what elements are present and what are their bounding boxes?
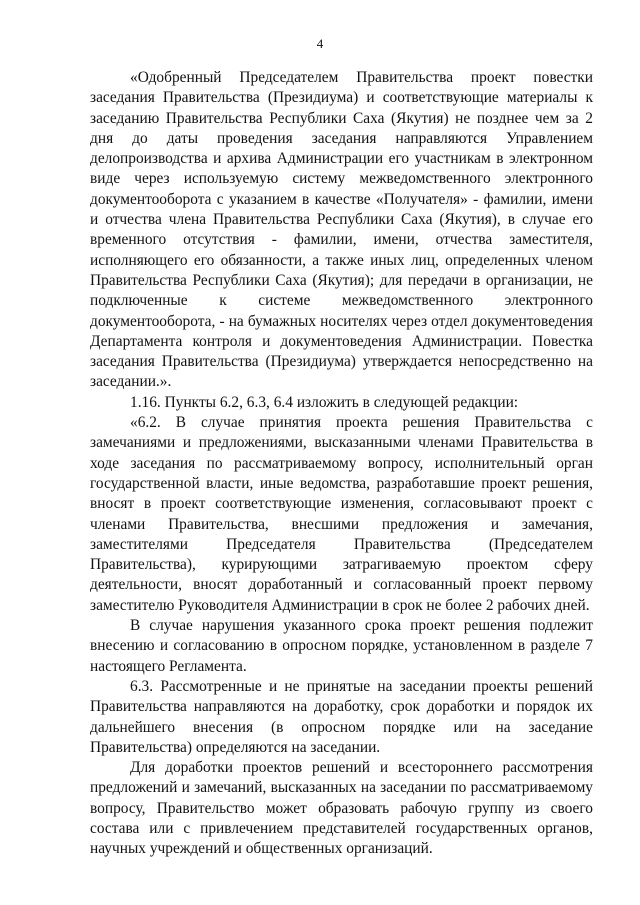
paragraph-deadline-violation: В случае нарушения указанного срока проект решения подлежит внесению и согласованию в опросном порядке, установленном в разделе 7 настоящего Регламента. — [90, 617, 593, 675]
paragraph-item-6-2: «6.2. В случае принятия проекта решения Правительства с замечаниями и предложениями, высказанными членами Правительства в ходе заседания по рассматриваемому вопросу, исполнительный орган государственной власти, иные ведомства, разработавшие проект решения, вносят в проект соответствующие изменения, согласовывают проект с членами Правительства, внесшими предложения и замечания, заместителями Председателя Правительства (Председателем Правительства), курирующими затрагиваемую проектом сферу деятельности, вносят доработанный и согласованный проект первому заместителю Руководителя Администрации в срок не более 2 рабочих дней. — [90, 414, 593, 614]
paragraph-working-group: Для доработки проектов решений и всестороннего рассмотрения предложений и замечаний, высказанных на заседании по рассматриваемому вопросу, Правительство может образовать рабочую группу из своего состава или с привлечением представителей государственных органов, научных учреждений и общественных организаций. — [90, 759, 593, 858]
page-number: 4 — [316, 36, 324, 51]
paragraph-agenda-approval: «Одобренный Председателем Правительства проект повестки заседания Правительства (Президиума) и соответствующие материалы к заседанию Правительства Республики Саха (Якутия) не позднее чем за 2 дня до даты проведения заседания направляются Управлением делопроизводства и архива Администрации его участникам в электронном виде через используемую систему межведомственного электронного документооборота с указанием в качестве «Получателя» - фамилии, имени и отчества члена Правительства Республики Саха (Якутия), в случае его временного отсутствия - фамилии, имени, отчества заместителя, исполняющего его обязанности, а также иных лиц, определенных членом Правительства Республики Саха (Якутия); для передачи в организации, не подключенные к системе межведомственного электронного документооборота, - на бумажных носителях через отдел документоведения Департамента контроля и документоведения Администрации. Повестка заседания Правительства (Президиума) утверждается непосредственно на заседании.». — [90, 69, 593, 391]
document-body — [90, 68, 593, 860]
paragraph-item-6-3: 6.3. Рассмотренные и не принятые на заседании проекты решений Правительства направляются на доработку, срок доработки и порядок их дальнейшего внесения (в опросном порядке или на заседание Правительства) определяются на заседании. — [90, 677, 593, 756]
paragraph-item-1-16: 1.16. Пункты 6.2, 6.3, 6.4 изложить в следующей редакции: — [130, 393, 519, 411]
